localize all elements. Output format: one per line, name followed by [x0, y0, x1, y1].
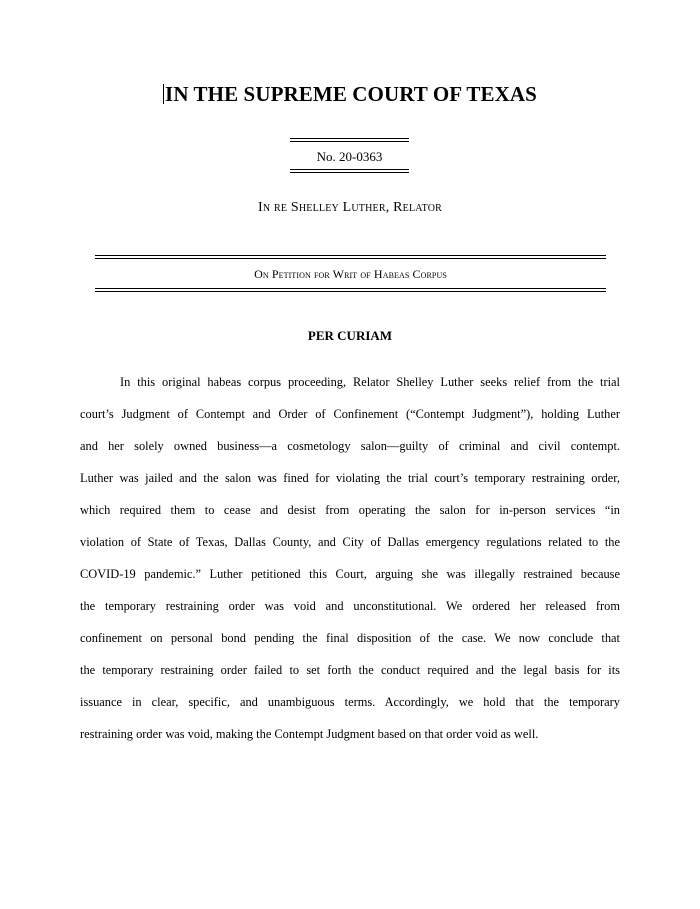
petition-caption: On Petition for Writ of Habeas Corpus: [254, 267, 447, 281]
body-line: Luther was jailed and the salon was fined for violating the trial court’s temporary restraining order,: [80, 471, 620, 485]
court-title-text: IN THE SUPREME COURT OF TEXAS: [165, 82, 537, 106]
text-cursor: [163, 84, 164, 104]
body-line: In this original habeas corpus proceeding, Relator Shelley Luther seeks relief from the trial: [120, 375, 620, 389]
docket-bottom-rule: [290, 169, 409, 173]
petition-box: [95, 255, 606, 292]
body-line: court’s Judgment of Contempt and Order of Confinement (“Contempt Judgment”), holding Luther: [80, 407, 620, 421]
case-caption: In re Shelley Luther, Relator: [258, 200, 442, 215]
docket-box: [290, 138, 409, 173]
body-line: which required them to cease and desist from operating the salon for in-person services “in: [80, 503, 620, 517]
body-line: restraining order was void, making the Contempt Judgment based on that order void as well.: [80, 727, 539, 741]
docket-number: No. 20-0363: [316, 149, 383, 164]
body-line: violation of State of Texas, Dallas County, and City of Dallas emergency regulations related to the: [80, 535, 620, 549]
body-line: issuance in clear, specific, and unambiguous terms. Accordingly, we hold that the temporary: [80, 695, 620, 709]
body-line: COVID-19 pandemic.” Luther petitioned this Court, arguing she was illegally restrained because: [80, 567, 620, 581]
petition-top-rule: [95, 255, 606, 259]
body-line: confinement on personal bond pending the final disposition of the case. We now conclude that: [80, 631, 620, 645]
petition-bottom-rule: [95, 288, 606, 292]
docket-top-rule: [290, 138, 409, 142]
body-line: the temporary restraining order was void and unconstitutional. We ordered her released from: [80, 599, 620, 613]
court-title: [0, 82, 700, 107]
body-line: the temporary restraining order failed to set forth the conduct required and the legal basis for its: [80, 663, 620, 677]
body-line: and her solely owned business—a cosmetology salon—guilty of criminal and civil contempt.: [80, 439, 620, 453]
opinion-heading: PER CURIAM: [307, 328, 393, 343]
